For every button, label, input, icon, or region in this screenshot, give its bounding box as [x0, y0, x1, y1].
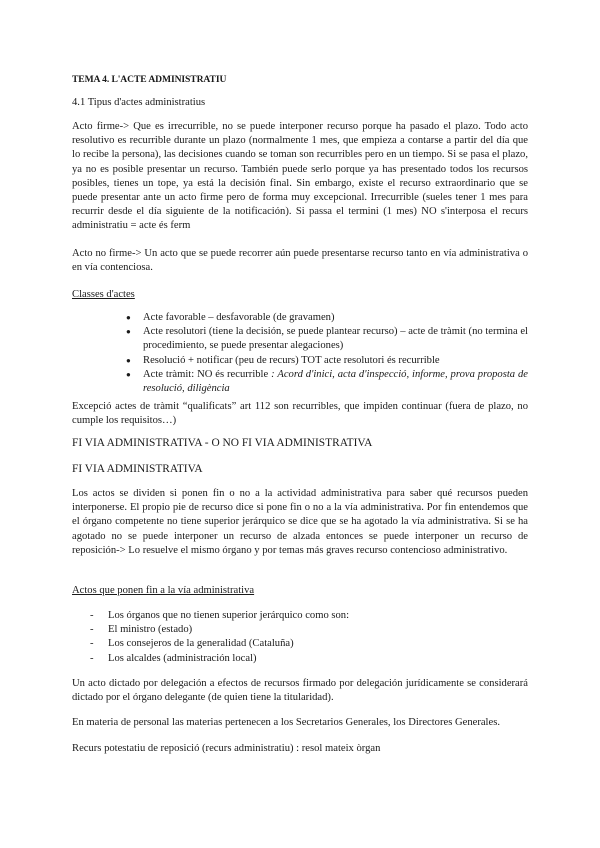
paragraph-personal: En materia de personal las materias pertenecen a los Secretarios Generales, los Directores Generales.	[72, 717, 500, 728]
heading-fi-o-no-fi: FI VIA ADMINISTRATIVA - O NO FI VIA ADMINISTRATIVA	[72, 437, 373, 449]
list-item: ● Resolució + notificar (peu de recurs) TOT acte resolutori és recurrible	[143, 354, 528, 368]
paragraph-excepcio: Excepció actes de tràmit “qualificats” art 112 son recurribles, que impiden continuar (fuera de plazo, no cumple los requisitos…)	[72, 401, 528, 427]
paragraph-los-actos: Los actos se dividen si ponen fin o no a la actividad administrativa para saber qué recursos pueden interponerse. El propio pie de recurso dice si pone fin o no a la vía administrativa. Por fin entendemos que el órgano competente no tiene superior jerárquico se dice que se ha agotado la vía administrativa. Si se ha agotado no se puede interponer un recurso de alzada entonces se puede interponer un recurso de reposición-> Lo resuelve el mismo órgano y por temas más graves recurso contencioso administrativo.	[72, 488, 528, 556]
classes-list	[143, 311, 528, 396]
list-item: ● Acte tràmit: NO és recurrible : Acord d'inici, acta d'inspecció, informe, prova proposta de resolució, diligència	[143, 368, 528, 396]
list-item: - Los órganos que no tienen superior jerárquico como son:	[108, 609, 528, 623]
list-item: - Los alcaldes (administración local)	[108, 652, 528, 666]
list-item: - Los consejeros de la generalidad (Cataluña)	[108, 637, 528, 651]
acte-tramit-examples: : Acord d'inici, acta d'inspecció, informe, prova proposta de resolució, diligència	[143, 368, 528, 395]
paragraph-acto-no-firme: Acto no firme-> Un acto que se puede recorrer aún puede presentarse recurso tanto en vía administrativa o en vía contenciosa.	[72, 248, 528, 274]
heading-fi-via: FI VIA ADMINISTRATIVA	[72, 463, 203, 475]
ponen-fin-list	[108, 609, 528, 666]
list-item: ● Acte favorable – desfavorable (de gravamen)	[143, 311, 528, 325]
ponen-fin-heading: Actos que ponen fin a la vía administrativa	[72, 585, 255, 596]
document-title: TEMA 4. L'ACTE ADMINISTRATIU	[72, 74, 227, 85]
classes-heading: Classes d'actes	[72, 289, 135, 300]
paragraph-recurs: Recurs potestatiu de reposició (recurs administratiu) : resol mateix òrgan	[72, 743, 381, 754]
paragraph-acto-firme: Acto firme-> Que es irrecurrible, no se puede interponer recurso porque ha pasado el plazo. Todo acto resolutivo es recurrible durante un plazo (normalmente 1 mes, que empieza a contarse a partir del día que lo recibe la persona), las decisiones cuando se toman son recurribles pero en un tiempo. Si se pasa el plazo, ya no es posible presentar un recurso. También puede serlo porque ya has presentado todos los recursos posibles, tienes un tope, ya está la decisión final. Sin embargo, existe el recurso extraordinario que se puede presentar ante un acto firme pero de forma muy excepcional. Irrecurrible (sueles tener 1 mes para recurrir desde el día siguiente de la notificación). Si passa el termini (1 mes) NO s'interposa el recurs administratiu = acte és ferm	[72, 121, 528, 232]
list-item: - El ministro (estado)	[108, 623, 528, 637]
paragraph-delegacion: Un acto dictado por delegación a efectos de recursos firmado por delegación jurídicamente se considerará dictado por el órgano delegante (de quien tiene la titularidad).	[72, 678, 528, 704]
section-heading: 4.1 Tipus d'actes administratius	[72, 97, 206, 108]
list-item: ● Acte resolutori (tiene la decisión, se puede plantear recurso) – acte de tràmit (no termina el procedimiento, se puede presentar alegaciones)	[143, 325, 528, 353]
